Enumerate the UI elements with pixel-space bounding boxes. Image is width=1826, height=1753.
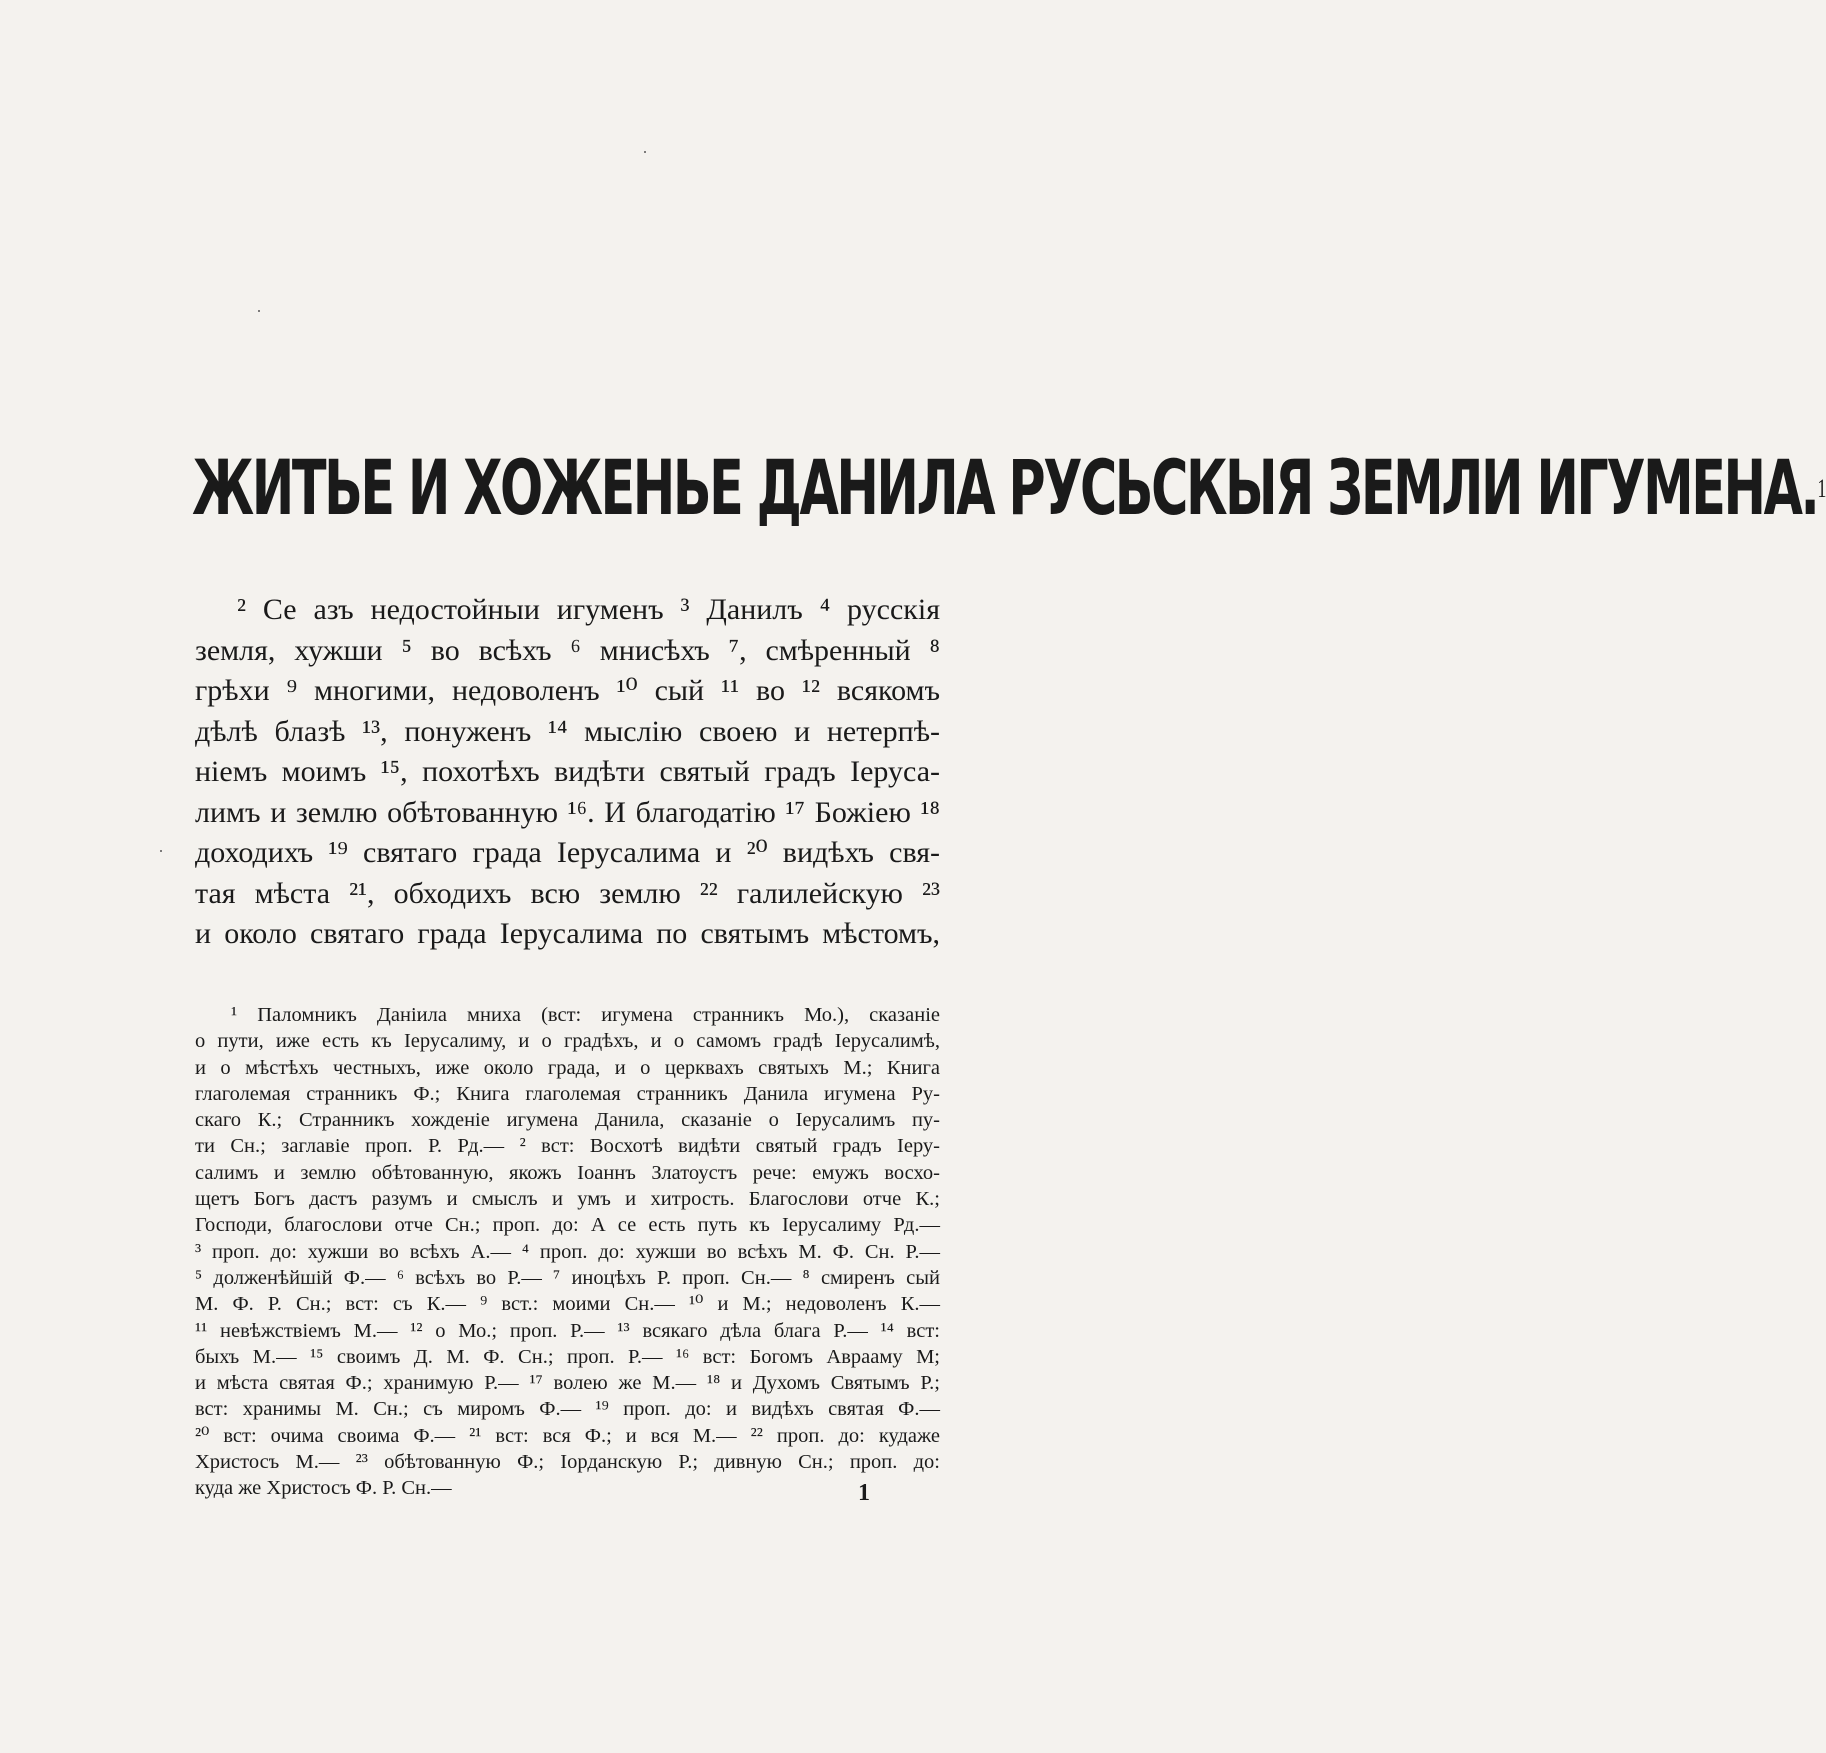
footnote-line: ²⁰ вст: очима своима Ф.— ²¹ вст: вся Ф.; и вся М.— ²² проп. до: кудаже [195,1424,940,1447]
main-line: лимъ и землю обѣтованную ¹⁶. И благодатію ¹⁷ Божіею ¹⁸ [195,795,940,829]
main-line: доходихъ ¹⁹ святаго града Іерусалима и ²⁰ видѣхъ свя- [195,836,940,869]
page-number: 1 [858,1480,870,1506]
footnote-line: салимъ и землю обѣтованную, якожъ Іоаннъ Златоустъ рече: емужъ восхо- [195,1161,940,1184]
footnote-line: о пути, иже есть къ Іерусалиму, и о градѣхъ, и о самомъ градѣ Іерусалимѣ, [195,1030,940,1053]
speck-1 [644,151,646,153]
main-line: грѣхи ⁹ многими, недоволенъ ¹⁰ сый ¹¹ во ¹² всякомъ [195,674,940,707]
main-line: и около святаго града Іерусалима по святымъ мѣстомъ, [195,917,940,950]
title-text: ЖИТЬЕ И ХОЖЕНЬЕ ДАНИЛА РУСЬСКЫЯ ЗЕМЛИ ИГУМЕНА. [192,443,1818,533]
footnote-line: ⁵ долженѣйшій Ф.— ⁶ всѣхъ во Р.— ⁷ иноцѣхъ Р. проп. Сн.— ⁸ смиренъ сый [195,1266,940,1289]
footnote-line: вст: хранимы М. Сн.; съ миромъ Ф.— ¹⁹ проп. до: и видѣхъ святая Ф.— [195,1398,940,1421]
footnote-line: М. Ф. Р. Сн.; вст: съ К.— ⁹ вст.: моими Сн.— ¹⁰ и М.; недоволенъ К.— [195,1293,940,1316]
page-title [192,443,1826,533]
footnote-line: ти Сн.; заглавіе проп. Р. Рд.— ² вст: Восхотѣ видѣти святый градъ Іеру- [195,1135,940,1158]
footnote-line: скаго К.; Странникъ хожденіе игумена Данила, сказаніе о Іерусалимъ пу- [195,1109,940,1132]
footnotes [195,1002,940,1502]
main-line: ² Се азъ недостойныи игуменъ ³ Данилъ ⁴ русскія [237,593,940,626]
speck-2 [258,310,260,312]
footnote-line: и мѣста святая Ф.; хранимую Р.— ¹⁷ волею же М.— ¹⁸ и Духомъ Святымъ Р.; [195,1372,940,1395]
speck-3 [160,850,162,852]
main-line: тая мѣста ²¹, обходихъ всю землю ²² галилейскую ²³ [195,876,940,910]
footnote-line: ¹ Паломникъ Даніила мниха (вст: игумена странникъ Мо.), сказаніе [231,1004,940,1026]
main-line: земля, хужши ⁵ во всѣхъ ⁶ мнисѣхъ ⁷, смѣренный ⁸ [195,633,940,667]
footnote-line: ¹¹ невѣжствіемъ М.— ¹² о Мо.; проп. Р.— ¹³ всякаго дѣла блага Р.— ¹⁴ вст: [195,1319,940,1342]
main-line: ніемъ моимъ ¹⁵, похотѣхъ видѣти святый градъ Іеруса- [195,755,940,788]
footnote-line: глаголемая странникъ Ф.; Книга глаголемая странникъ Данила игумена Ру- [195,1082,940,1105]
main-line: дѣлѣ блазѣ ¹³, понуженъ ¹⁴ мыслію своею и нетерпѣ- [195,714,940,748]
footnote-line: щетъ Богъ дастъ разумъ и смыслъ и умъ и хитрость. Благослови отче К.; [195,1188,940,1211]
footnote-line: Господи, благослови отче Сн.; проп. до: А се есть путь къ Іерусалиму Рд.— [195,1214,940,1237]
main-text [195,590,940,955]
footnote-line: быхъ М.— ¹⁵ своимъ Д. М. Ф. Сн.; проп. Р.— ¹⁶ вст: Богомъ Аврааму М; [195,1345,940,1368]
footnote-line: Христосъ М.— ²³ обѣтованную Ф.; Іорданскую Р.; дивную Сн.; проп. до: [195,1451,940,1474]
title-footnote-ref: 1 [1817,472,1826,504]
footnote-line: куда же Христосъ Ф. Р. Сн.— [195,1477,452,1500]
footnote-line: ³ проп. до: хужши во всѣхъ А.— ⁴ проп. до: хужши во всѣхъ М. Ф. Сн. Р.— [195,1240,940,1263]
footnote-line: и о мѣстѣхъ честныхъ, иже около града, и о церквахъ святыхъ М.; Книга [195,1056,940,1079]
